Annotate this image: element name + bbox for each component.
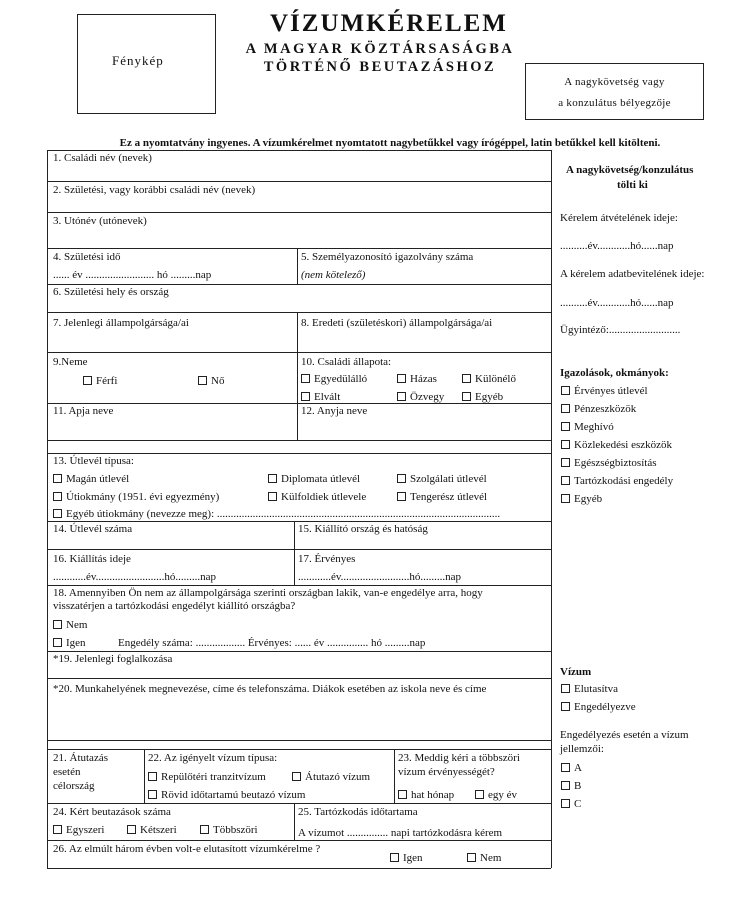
form-subtitle-2: TÖRTÉNŐ BEUTAZÁSHOZ	[263, 59, 497, 75]
checkbox-vizum-b[interactable]	[561, 780, 581, 792]
rule	[47, 150, 551, 151]
field-18-permit-fill[interactable]: Engedély száma: .................. Érvényes: ...... év ............... hó .........nap	[118, 637, 426, 649]
field-13-label: 13. Útlevél típusa:	[53, 455, 134, 467]
rule	[47, 521, 551, 522]
field-15-label: 15. Kiállító ország és hatóság	[298, 523, 428, 535]
checkbox-penzeszkozok[interactable]	[561, 403, 636, 415]
checkbox-icon	[397, 374, 406, 383]
checkbox-atutazo-vizum[interactable]	[292, 771, 370, 783]
checkbox-hat-honap[interactable]	[398, 789, 454, 801]
field-18-label-1: 18. Amennyiben Ön nem az állampolgársága szerinti országban lakik, van-e engedélye arra, hogy	[53, 587, 483, 599]
checkbox-label: Átutazó vízum	[305, 771, 371, 783]
side-grant-label-1: Engedélyezés esetén a vízum	[560, 729, 689, 741]
checkbox-label: Kétszeri	[140, 824, 177, 836]
checkbox-icon	[561, 458, 570, 467]
field-17-label: 17. Érvényes	[298, 553, 356, 565]
rule	[297, 312, 298, 440]
checkbox-vizum-a[interactable]	[561, 762, 582, 774]
field-5-note: (nem kötelező)	[301, 269, 366, 281]
checkbox-label: Meghívó	[574, 421, 614, 433]
side-receipt-date[interactable]: ..........év............hó......nap	[560, 240, 674, 252]
checkbox-diplomata-utlevel[interactable]	[268, 473, 360, 485]
checkbox-ferfi[interactable]	[83, 375, 117, 387]
field-10-label: 10. Családi állapota:	[301, 356, 392, 368]
rule	[47, 150, 48, 868]
stamp-line-2: a konzulátus bélyegzője	[558, 97, 671, 109]
checkbox-26-nem[interactable]	[467, 852, 501, 864]
checkbox-label: Özvegy	[410, 391, 445, 403]
checkbox-label: Elvált	[314, 391, 341, 403]
checkbox-ketszeri[interactable]	[127, 824, 177, 836]
checkbox-egyeb-okmany[interactable]	[561, 493, 602, 505]
rule	[47, 651, 551, 652]
checkbox-26-igen[interactable]	[390, 852, 423, 864]
checkbox-label: Egyedülálló	[314, 373, 368, 385]
checkbox-label: A	[574, 762, 582, 774]
field-26-label: 26. Az elmúlt három évben volt-e elutasított vízumkérelme ?	[53, 843, 321, 855]
side-entry-date[interactable]: ..........év............hó......nap	[560, 297, 674, 309]
photo-label: Fénykép	[112, 53, 164, 68]
field-6-label: 6. Születési hely és ország	[53, 286, 169, 298]
checkbox-icon	[561, 763, 570, 772]
rule	[551, 150, 552, 868]
rule	[294, 521, 295, 585]
checkbox-icon	[301, 374, 310, 383]
checkbox-label: C	[574, 798, 582, 810]
field-8-label: 8. Eredeti (születéskori) állampolgársága/ai	[301, 317, 493, 329]
form-subtitle-1: A MAGYAR KÖZTÁRSASÁGBA	[245, 41, 515, 57]
side-clerk[interactable]: Ügyintéző:..........................	[560, 324, 681, 336]
checkbox-label: Tartózkodási engedély	[574, 475, 674, 487]
rule	[47, 212, 551, 213]
rule	[47, 453, 551, 454]
checkbox-icon	[397, 492, 406, 501]
checkbox-icon	[53, 638, 62, 647]
rule	[47, 248, 551, 249]
checkbox-label: Szolgálati útlevél	[410, 473, 487, 485]
checkbox-icon	[53, 474, 62, 483]
field-21-label-1: 21. Átutazás	[53, 752, 108, 764]
checkbox-icon	[53, 509, 62, 518]
checkbox-icon	[292, 772, 301, 781]
checkbox-label: Engedélyezve	[574, 701, 636, 713]
checkbox-label: Egyéb	[574, 493, 603, 505]
rule	[47, 803, 551, 804]
rule	[47, 312, 551, 313]
checkbox-egyeb-utiokmany[interactable]	[53, 508, 500, 520]
checkbox-icon	[561, 494, 570, 503]
checkbox-kulonelo[interactable]	[462, 373, 516, 385]
checkbox-elvalt[interactable]	[301, 391, 340, 403]
side-grant-label-2: jellemzői:	[560, 743, 604, 755]
checkbox-label: Útiokmány (1951. évi egyezmény)	[66, 491, 220, 503]
field-16-label: 16. Kiállítás ideje	[53, 553, 131, 565]
checkbox-icon	[268, 474, 277, 483]
rule	[47, 284, 551, 285]
checkbox-egyeb[interactable]	[462, 391, 503, 403]
field-19-label: *19. Jelenlegi foglalkozása	[53, 653, 173, 665]
checkbox-icon	[397, 392, 406, 401]
field-25-label: 25. Tartózkodás időtartama	[298, 806, 418, 818]
checkbox-engedelyezve[interactable]	[561, 701, 636, 713]
field-4-label: 4. Születési idő	[53, 251, 121, 263]
field-2-label: 2. Születési, vagy korábbi családi név (nevek)	[53, 184, 256, 196]
field-20-label: *20. Munkahelyének megnevezése, címe és telefonszáma. Diákok esetében az iskola neve és címe	[53, 683, 487, 695]
checkbox-meghivo[interactable]	[561, 421, 614, 433]
checkbox-label: Egyéb	[475, 391, 504, 403]
checkbox-label: Házas	[410, 373, 437, 385]
checkbox-label: Egészségbiztosítás	[574, 457, 657, 469]
checkbox-icon	[83, 376, 92, 385]
field-23-label-2: vízum érvényességét?	[398, 766, 495, 778]
checkbox-icon	[561, 799, 570, 808]
checkbox-icon	[53, 492, 62, 501]
side-docs-title: Igazolások, okmányok:	[560, 367, 669, 379]
field-21-label-2: esetén	[53, 766, 81, 778]
checkbox-label: Tengerész útlevél	[410, 491, 488, 503]
rule	[394, 749, 395, 803]
field-17-fill[interactable]: ............év.........................hó.........nap	[298, 571, 462, 583]
checkbox-tartozkodasi-engedely[interactable]	[561, 475, 673, 487]
checkbox-label: Nő	[211, 375, 225, 387]
form-title: VÍZUMKÉRELEM	[270, 10, 508, 37]
checkbox-label: Érvényes útlevél	[574, 385, 648, 397]
checkbox-icon	[200, 825, 209, 834]
field-5-label: 5. Személyazonosító igazolvány száma	[301, 251, 474, 263]
checkbox-label: Egyszeri	[66, 824, 105, 836]
checkbox-egyedulallo[interactable]	[301, 373, 367, 385]
checkbox-label: Nem	[66, 619, 88, 631]
checkbox-icon	[462, 374, 471, 383]
checkbox-egyszeri[interactable]	[53, 824, 104, 836]
checkbox-icon	[462, 392, 471, 401]
checkbox-kozlekedesi-eszkozok[interactable]	[561, 439, 672, 451]
checkbox-label: Igen	[66, 637, 86, 649]
photo-box	[77, 14, 216, 114]
checkbox-icon	[301, 392, 310, 401]
checkbox-label: Egyéb útiokmány (nevezze meg): .......................................................................................................	[66, 508, 501, 520]
checkbox-label: B	[574, 780, 582, 792]
checkbox-icon	[148, 772, 157, 781]
field-16-fill[interactable]: ............év.........................hó.........nap	[53, 571, 217, 583]
checkbox-icon	[561, 386, 570, 395]
checkbox-icon	[467, 853, 476, 862]
checkbox-icon	[148, 790, 157, 799]
rule	[47, 678, 551, 679]
checkbox-label: Elutasítva	[574, 683, 618, 695]
rule	[47, 440, 551, 441]
checkbox-icon	[198, 376, 207, 385]
rule	[144, 749, 145, 803]
checkbox-icon	[127, 825, 136, 834]
checkbox-egy-ev[interactable]	[475, 789, 517, 801]
checkbox-icon	[561, 476, 570, 485]
field-7-label: 7. Jelenlegi állampolgársága/ai	[53, 317, 189, 329]
checkbox-label: hat hónap	[411, 789, 455, 801]
stamp-box	[525, 63, 704, 120]
checkbox-rovid-beutazo[interactable]	[148, 789, 306, 801]
checkbox-label: Igen	[403, 852, 423, 864]
field-4-fill[interactable]: ...... év ......................... hó .........nap	[53, 269, 212, 281]
checkbox-label: Repülőtéri tranzitvízum	[161, 771, 266, 783]
instruction-text: Ez a nyomtatvány ingyenes. A vízumkérelmet nyomtatott nagybetűkkel vagy írógéppel, latin betűkkel kell kitölteni.	[119, 137, 661, 149]
stamp-line-1: A nagykövetség vagy	[564, 76, 665, 88]
field-12-label: 12. Anyja neve	[301, 405, 368, 417]
side-visa-title: Vízum	[560, 666, 592, 678]
field-18-label-2: visszatérjen a tartózkodási engedélyt kiállító országba?	[53, 600, 296, 612]
field-25-fill[interactable]: A vízumot ............... napi tartózkodásra kérem	[298, 827, 503, 839]
checkbox-label: Rövid időtartamú beutazó vízum	[161, 789, 306, 801]
checkbox-vizum-c[interactable]	[561, 798, 581, 810]
checkbox-icon	[561, 440, 570, 449]
checkbox-icon	[53, 620, 62, 629]
side-entry-label: A kérelem adatbevitelének ideje:	[560, 268, 705, 280]
checkbox-icon	[561, 422, 570, 431]
checkbox-label: egy év	[488, 789, 518, 801]
checkbox-utiokmany[interactable]	[53, 491, 219, 503]
rule	[294, 803, 295, 840]
checkbox-label: Pénzeszközök	[574, 403, 637, 415]
checkbox-icon	[398, 790, 407, 799]
rule	[47, 352, 551, 353]
checkbox-tengeresz-utlevel[interactable]	[397, 491, 487, 503]
rule	[47, 585, 551, 586]
checkbox-egeszsegbiztositas[interactable]	[561, 457, 656, 469]
checkbox-label: Diplomata útlevél	[281, 473, 361, 485]
field-22-label: 22. Az igényelt vízum típusa:	[148, 752, 278, 764]
rule	[297, 248, 298, 284]
checkbox-tobbszori[interactable]	[200, 824, 258, 836]
checkbox-repuloteri-tranzit[interactable]	[148, 771, 266, 783]
checkbox-magan-utlevel[interactable]	[53, 473, 129, 485]
field-14-label: 14. Útlevél száma	[53, 523, 133, 535]
field-1-label: 1. Családi név (nevek)	[53, 152, 152, 164]
checkbox-icon	[397, 474, 406, 483]
checkbox-label: Különélő	[475, 373, 516, 385]
checkbox-icon	[268, 492, 277, 501]
rule	[47, 749, 551, 750]
checkbox-label: Magán útlevél	[66, 473, 130, 485]
rule	[47, 549, 551, 550]
checkbox-no[interactable]	[198, 375, 224, 387]
checkbox-label: Nem	[480, 852, 502, 864]
field-23-label-1: 23. Meddig kéri a többszöri	[398, 752, 520, 764]
checkbox-ervenyes-utlevel[interactable]	[561, 385, 648, 397]
checkbox-18-nem[interactable]	[53, 619, 87, 631]
checkbox-hazas[interactable]	[397, 373, 437, 385]
rule	[47, 840, 551, 841]
checkbox-elutasitva[interactable]	[561, 683, 618, 695]
checkbox-icon	[561, 781, 570, 790]
side-receipt-label: Kérelem átvételének ideje:	[560, 212, 678, 224]
checkbox-label: Férfi	[96, 375, 118, 387]
checkbox-label: Külfoldiek útlevele	[281, 491, 367, 503]
checkbox-icon	[53, 825, 62, 834]
field-9-label: 9.Neme	[53, 356, 88, 368]
rule	[47, 740, 551, 741]
checkbox-icon	[390, 853, 399, 862]
checkbox-kulfoldiek-utlevele[interactable]	[268, 491, 366, 503]
field-24-label: 24. Kért beutazások száma	[53, 806, 171, 818]
rule	[47, 868, 551, 869]
checkbox-icon	[475, 790, 484, 799]
checkbox-icon	[561, 404, 570, 413]
field-3-label: 3. Utónév (utónevek)	[53, 215, 147, 227]
checkbox-18-igen[interactable]	[53, 637, 86, 649]
side-header-2: tölti ki	[617, 179, 648, 191]
checkbox-label: Többszöri	[213, 824, 258, 836]
field-11-label: 11. Apja neve	[53, 405, 114, 417]
checkbox-icon	[561, 702, 570, 711]
field-21-label-3: célország	[53, 780, 95, 792]
rule	[47, 181, 551, 182]
checkbox-icon	[561, 684, 570, 693]
checkbox-label: Közlekedési eszközök	[574, 439, 673, 451]
rule	[47, 403, 551, 404]
checkbox-szolgalati-utlevel[interactable]	[397, 473, 487, 485]
side-header-1: A nagykövetség/konzulátus	[566, 164, 694, 176]
checkbox-ozvegy[interactable]	[397, 391, 444, 403]
